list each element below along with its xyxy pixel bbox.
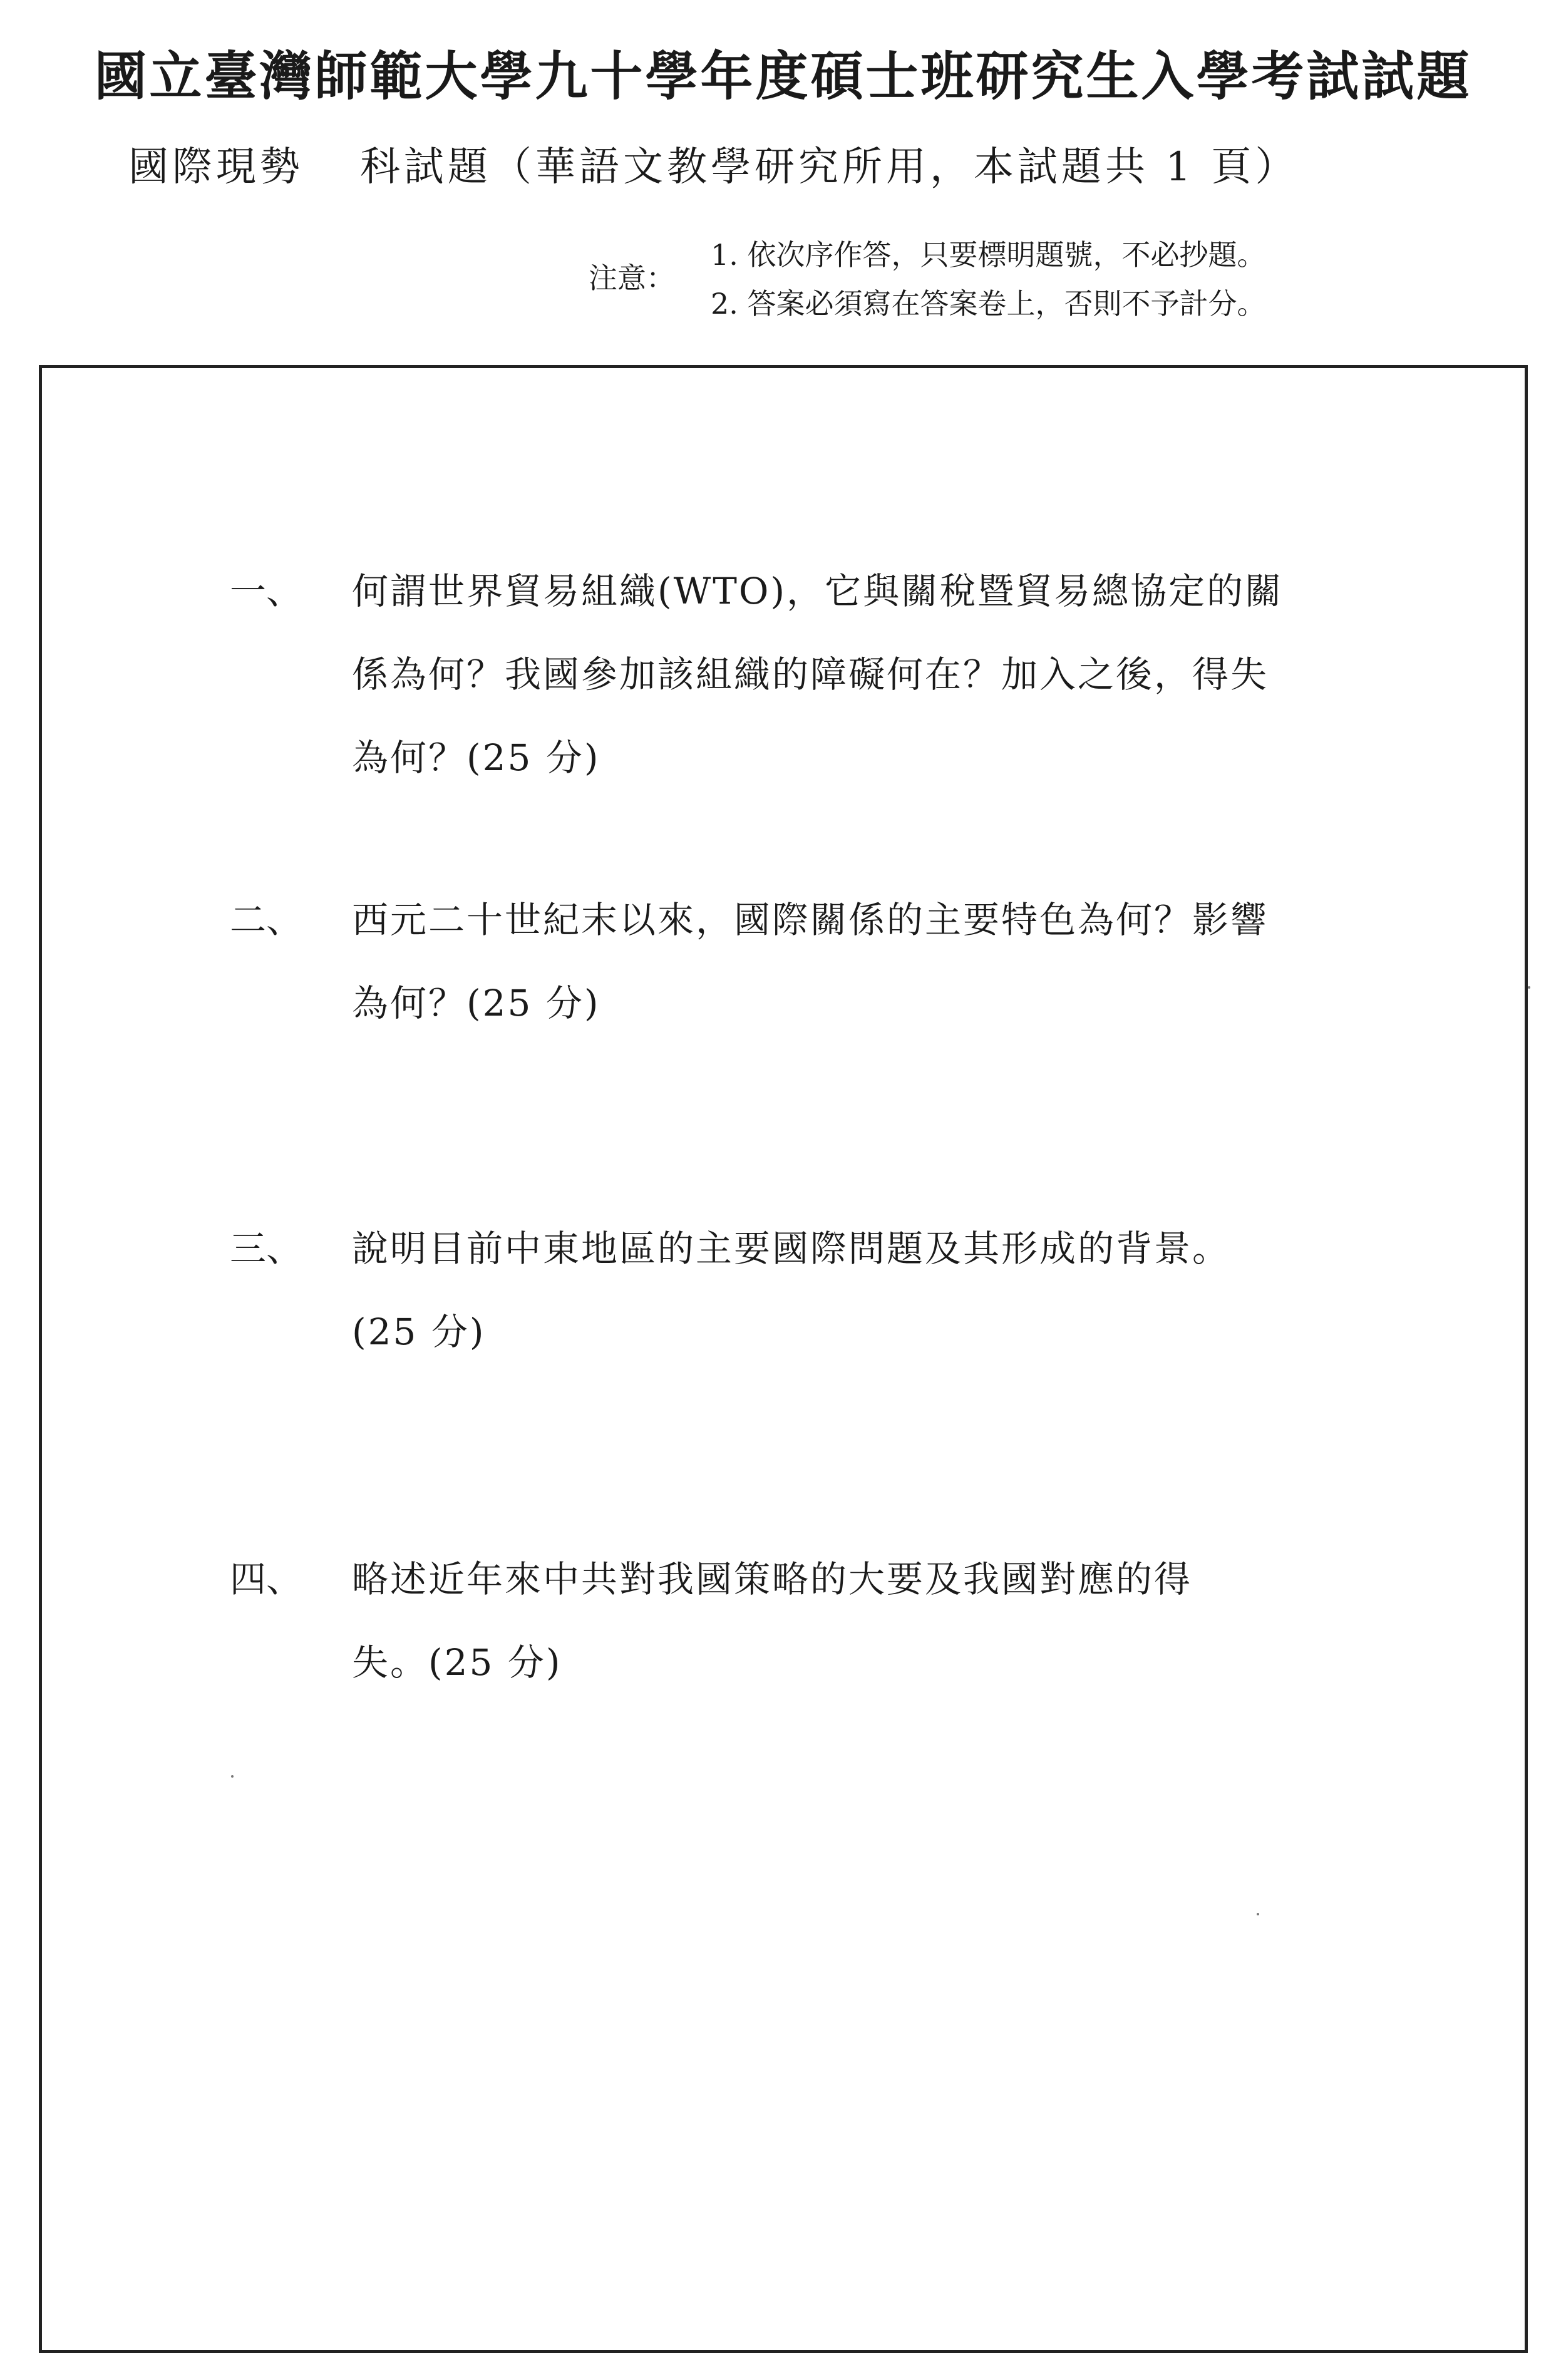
scan-speck — [1257, 1913, 1259, 1915]
question-text — [352, 1207, 1419, 1374]
question-number: 四、 — [230, 1558, 303, 1600]
question-text — [352, 1538, 1419, 1704]
subject-suffix: 科試題（華語文教學研究所用，本試題共 1 頁） — [360, 144, 1299, 190]
question-number: 二、 — [230, 899, 303, 941]
question-text — [352, 878, 1419, 1045]
question-2 — [230, 878, 1419, 1045]
question-line: (25 分) — [352, 1311, 486, 1353]
question-frame — [39, 365, 1528, 2353]
question-line: 西元二十世紀末以來，國際關係的主要特色為何？影響 — [352, 899, 1269, 941]
subject-name: 國際現勢 — [128, 144, 304, 190]
question-line: 為何？(25 分) — [352, 982, 600, 1024]
question-text — [352, 550, 1419, 800]
question-number: 三、 — [230, 1227, 303, 1270]
question-number: 一、 — [230, 570, 303, 612]
question-1 — [230, 550, 1419, 800]
scan-speck — [231, 1775, 234, 1778]
notice-label: 注意： — [589, 261, 675, 295]
question-line: 何謂世界貿易組織(WTO)，它與關稅暨貿易總協定的關 — [352, 570, 1284, 612]
exam-title: 國立臺灣師範大學九十學年度碩士班研究生入學考試試題 — [94, 45, 1472, 107]
question-line: 說明目前中東地區的主要國際問題及其形成的背景。 — [352, 1227, 1231, 1270]
notice-items — [711, 230, 1266, 328]
question-line: 係為何？我國參加該組織的障礙何在？加入之後，得失 — [352, 653, 1269, 696]
notice-item: 2. 答案必須寫在答案卷上，否則不予計分。 — [711, 287, 1266, 321]
question-3 — [230, 1207, 1419, 1374]
question-4 — [230, 1538, 1419, 1704]
scan-speck — [1528, 986, 1530, 989]
question-line: 略述近年來中共對我國策略的大要及我國對應的得 — [352, 1558, 1193, 1600]
notice-item: 1. 依次序作答，只要標明題號，不必抄題。 — [711, 238, 1266, 272]
subject-line — [128, 135, 1299, 192]
question-line: 失。(25 分) — [352, 1641, 562, 1684]
question-line: 為何？(25 分) — [352, 736, 600, 779]
